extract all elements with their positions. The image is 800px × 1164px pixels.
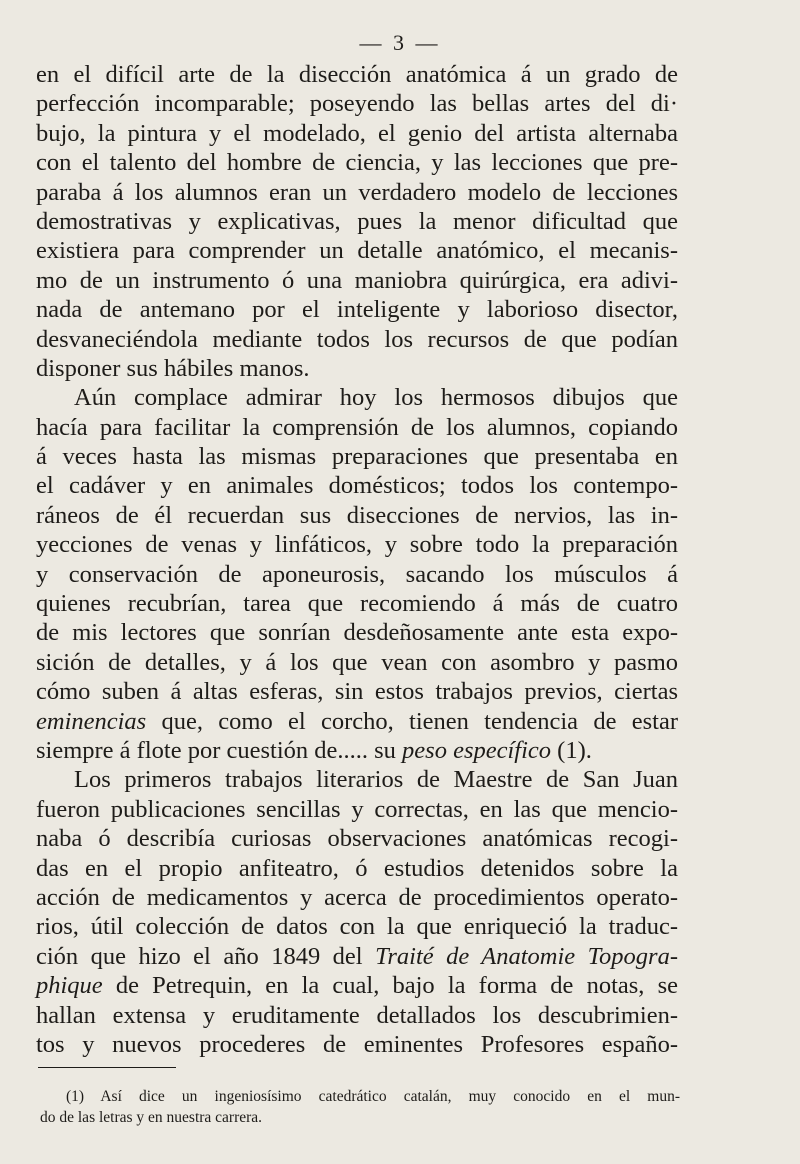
text-line: hacía para facilitar la comprensión de los alumnos, copiando xyxy=(36,413,678,441)
text-line: bujo, la pintura y el modelado, el genio del artista alternaba xyxy=(36,119,678,147)
footnote-line: do de las letras y en nuestra carrera. xyxy=(40,1109,263,1126)
text-line: paraba á los alumnos eran un verdadero modelo de lecciones xyxy=(36,178,678,206)
text-line: hallan extensa y eruditamente detallados los descubrimien- xyxy=(36,1001,678,1029)
text-span: de Petrequin, en la cual, bajo la forma de notas, se xyxy=(102,972,678,1000)
text-span: que, como el corcho, tienen tendencia de estar xyxy=(146,707,678,735)
text-line: naba ó describía curiosas observaciones anatómicas recogi- xyxy=(36,825,678,853)
text-line: á veces hasta las mismas preparaciones que presentaba en xyxy=(36,443,678,471)
text-line: fueron publicaciones sencillas y correctas, en las que mencio- xyxy=(36,795,678,823)
footnote xyxy=(40,1086,680,1128)
text-line: ráneos de él recuerdan sus disecciones de nervios, las in- xyxy=(36,501,678,529)
text-line: quienes recubrían, tarea que recomiendo á más de cuatro xyxy=(36,590,678,618)
text-line: mo de un instrumento ó una maniobra quirúrgica, era adivi- xyxy=(36,266,678,294)
italic-title: Traité de Anatomie Topogra- xyxy=(375,942,678,970)
text-line: rios, útil colección de datos con la que enriqueció la traduc- xyxy=(36,913,678,941)
text-line: el cadáver y en animales domésticos; todos los contempo- xyxy=(36,472,678,500)
text-line: Aún complace admirar hoy los hermosos dibujos que xyxy=(74,384,678,412)
text-line: perfección incomparable; poseyendo las bellas artes del di· xyxy=(36,90,678,118)
text-line: Los primeros trabajos literarios de Maestre de San Juan xyxy=(74,766,678,794)
page-number: — 3 — xyxy=(359,30,441,55)
text-line: disponer sus hábiles manos. xyxy=(36,354,310,382)
text-line: demostrativas y explicativas, pues la menor dificultad que xyxy=(36,207,678,235)
italic-term: peso específico xyxy=(402,736,552,764)
text-span: siempre á flote por cuestión de..... su xyxy=(36,736,403,764)
text-line: acción de medicamentos y acerca de procedimientos operato- xyxy=(36,883,678,911)
text-line: das en el propio anfiteatro, ó estudios detenidos sobre la xyxy=(36,854,678,882)
italic-title: phique xyxy=(36,972,103,1000)
text-line xyxy=(36,707,678,736)
text-line: existiera para comprender un detalle anatómico, el mecanis- xyxy=(36,237,678,265)
text-span: ción que hizo el año 1849 del xyxy=(36,942,376,970)
text-line: nada de antemano por el inteligente y laborioso disector, xyxy=(36,296,678,324)
text-line xyxy=(36,736,678,765)
text-line xyxy=(36,942,678,971)
footnote-line: (1) Así dice un ingeniosísimo catedrático catalán, muy conocido en el mun- xyxy=(66,1088,680,1105)
text-line: con el talento del hombre de ciencia, y las lecciones que pre- xyxy=(36,149,678,177)
text-line: tos y nuevos procederes de eminentes Profesores españo- xyxy=(36,1030,678,1058)
body-text xyxy=(36,60,678,1059)
italic-term: eminencias xyxy=(36,707,147,735)
text-line: sición de detalles, y á los que vean con asombro y pasmo xyxy=(36,648,678,676)
text-line: en el difícil arte de la disección anatómica á un grado de xyxy=(36,61,678,88)
text-line: yecciones de venas y linfáticos, y sobre todo la preparación xyxy=(36,531,678,559)
footnote-reference: (1). xyxy=(551,736,592,764)
text-line: y conservación de aponeurosis, sacando los músculos á xyxy=(36,560,678,588)
text-line xyxy=(36,971,678,1000)
text-line: desvaneciéndola mediante todos los recursos de que podían xyxy=(36,325,678,353)
footnote-divider xyxy=(38,1067,176,1068)
text-line: de mis lectores que sonrían desdeñosamente ante esta expo- xyxy=(36,619,678,647)
text-line: cómo suben á altas esferas, sin estos trabajos previos, ciertas xyxy=(36,678,678,706)
